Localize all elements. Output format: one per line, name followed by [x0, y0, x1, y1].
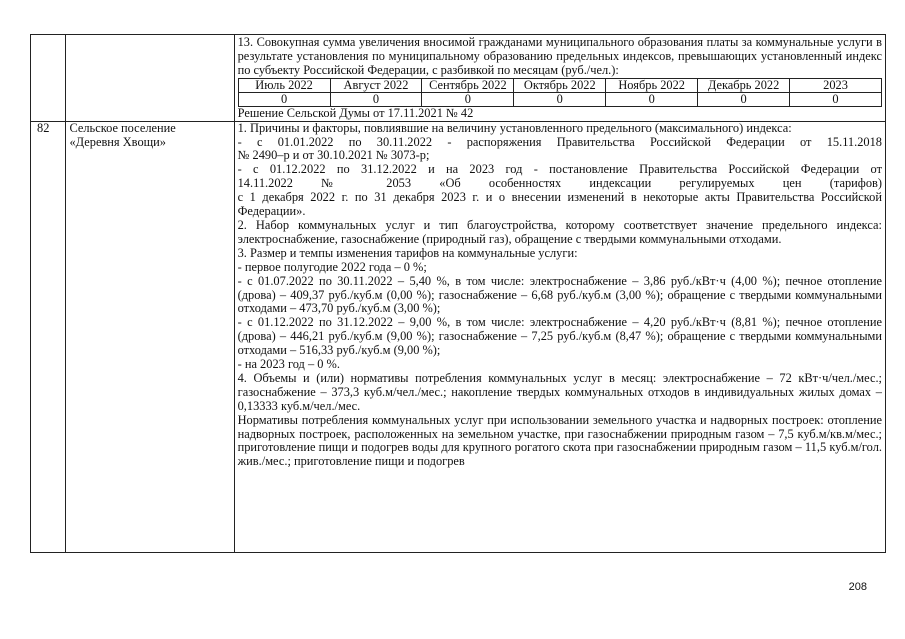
consumption-norms: 4. Объемы и (или) нормативы потребления коммунальных услуг в месяц: электроснабжение – 72 кВт·ч/чел./мес.; газоснабжение – 373,3 куб.м/чел./мес.; накопление твердых коммунальных отходов в индивидуальных жилых домах – 0,13333 куб.м/чел./мес.: [237, 370, 882, 413]
month-header: Декабрь 2022: [698, 78, 790, 92]
reasons-item-2c: с 1 декабря 2022 г. по 31 декабря 2023 г. и о внесении изменений в некоторые акты Правительства Российской Федерации».: [237, 190, 882, 219]
reasons-item-2a: - с 01.12.2022 по 31.12.2022 и на 2023 год - постановление Правительства Российской Федерации от: [237, 162, 882, 177]
municipality-name: «Деревня Хвощи»: [69, 134, 167, 149]
reasons-item-1b: № 2490–р и от 30.10.2021 № 3073-р;: [237, 148, 430, 163]
table-row-81-continuation: [31, 35, 886, 122]
month-header: Октябрь 2022: [514, 78, 606, 92]
month-value: 0: [330, 92, 422, 106]
month-header: Сентябрь 2022: [422, 78, 514, 92]
tariffs-period-1: - первое полугодие 2022 года – 0 %;: [237, 259, 427, 274]
row-number: 82: [31, 121, 66, 552]
services-set: 2. Набор коммунальных услуг и тип благоустройства, которому соответствует значение предельного индекса: электроснабжение, газоснабжение (природный газ), обращение с твердыми коммунальными отходами.: [237, 217, 882, 246]
tariffs-period-3: - с 01.12.2022 по 31.12.2022 – 9,00 %, в том числе: электроснабжение – 4,20 руб./кВт·ч (8,81 %); печное отопление (дрова) – 446,21 руб./куб.м (9,00 %); газоснабжение – 7,25 руб./куб.м (8,47 %); обращение с твердыми коммунальными отходами – 516,33 руб./куб.м (9,00 %);: [237, 315, 882, 358]
page-number: 208: [848, 581, 867, 593]
municipality-cell-empty: [66, 35, 234, 122]
reasons-heading: 1. Причины и факторы, повлиявшие на величину установленного предельного (максимального) индекса:: [237, 120, 792, 135]
reasons-item-2b: 14.11.2022 № 2053 «Об особенностях индексации регулируемых цен (тарифов): [237, 176, 882, 191]
month-value: 0: [422, 92, 514, 106]
section13-text: 13. Совокупная сумма увеличения вносимой гражданами муниципального образования платы за коммунальные услуги в результате установления по муниципальному образованию предельных индексов, превышающих установленный индекс по субъекту Российской Федерации, с разбивкой по месяцам (руб./чел.):: [237, 35, 882, 77]
month-header: Июль 2022: [238, 78, 330, 92]
decision-reference: Решение Сельской Думы от 17.11.2021 № 42: [237, 105, 474, 120]
month-value: 0: [514, 92, 606, 106]
month-value: 0: [698, 92, 790, 106]
land-plot-norms: Нормативы потребления коммунальных услуг при использовании земельного участка и надворных построек: отопление надворных построек, расположенных на земельном участке, при газоснабжении природным газом – 7,5 куб.м/кв.м/мес.; приготовление пищи и подогрев воды для крупного рогатого скота при газоснабжении природным газом – 11,5 куб.м/гол. жив./мес.; приготовление пищи и подогрев: [237, 412, 882, 469]
month-value: 0: [790, 92, 882, 106]
details-cell-82: [234, 121, 885, 552]
monthly-increase-header-row: [238, 78, 881, 92]
table-row-82: [31, 121, 886, 552]
month-header: Ноябрь 2022: [606, 78, 698, 92]
details-cell-section13: [234, 35, 885, 122]
month-value: 0: [238, 92, 330, 106]
month-header: Август 2022: [330, 78, 422, 92]
tariffs-period-2: - с 01.07.2022 по 30.11.2022 – 5,40 %, в том числе: электроснабжение – 3,86 руб./кВт·ч (4,00 %); печное отопление (дрова) – 409,37 руб./куб.м (0,00 %); газоснабжение – 6,68 руб./куб.м (3,00 %); обращение с твердыми коммунальными отходами – 473,70 руб./куб.м (3,00 %);: [237, 273, 882, 316]
month-value: 0: [606, 92, 698, 106]
municipality-name-cell: [66, 121, 234, 552]
tariffs-period-4: - на 2023 год – 0 %.: [237, 357, 340, 372]
municipality-type: Сельское поселение: [69, 120, 176, 135]
tariffs-heading: 3. Размер и темпы изменения тарифов на коммунальные услуги:: [237, 245, 578, 260]
reasons-item-1a: - с 01.01.2022 по 30.11.2022 - распоряжения Правительства Российской Федерации от 15.11.2018: [237, 134, 882, 149]
monthly-increase-values-row: [238, 92, 881, 106]
monthly-increase-table: [238, 78, 882, 107]
row-number-cell-empty: [31, 35, 66, 122]
month-header: 2023: [790, 78, 882, 92]
document-table: [30, 34, 886, 553]
